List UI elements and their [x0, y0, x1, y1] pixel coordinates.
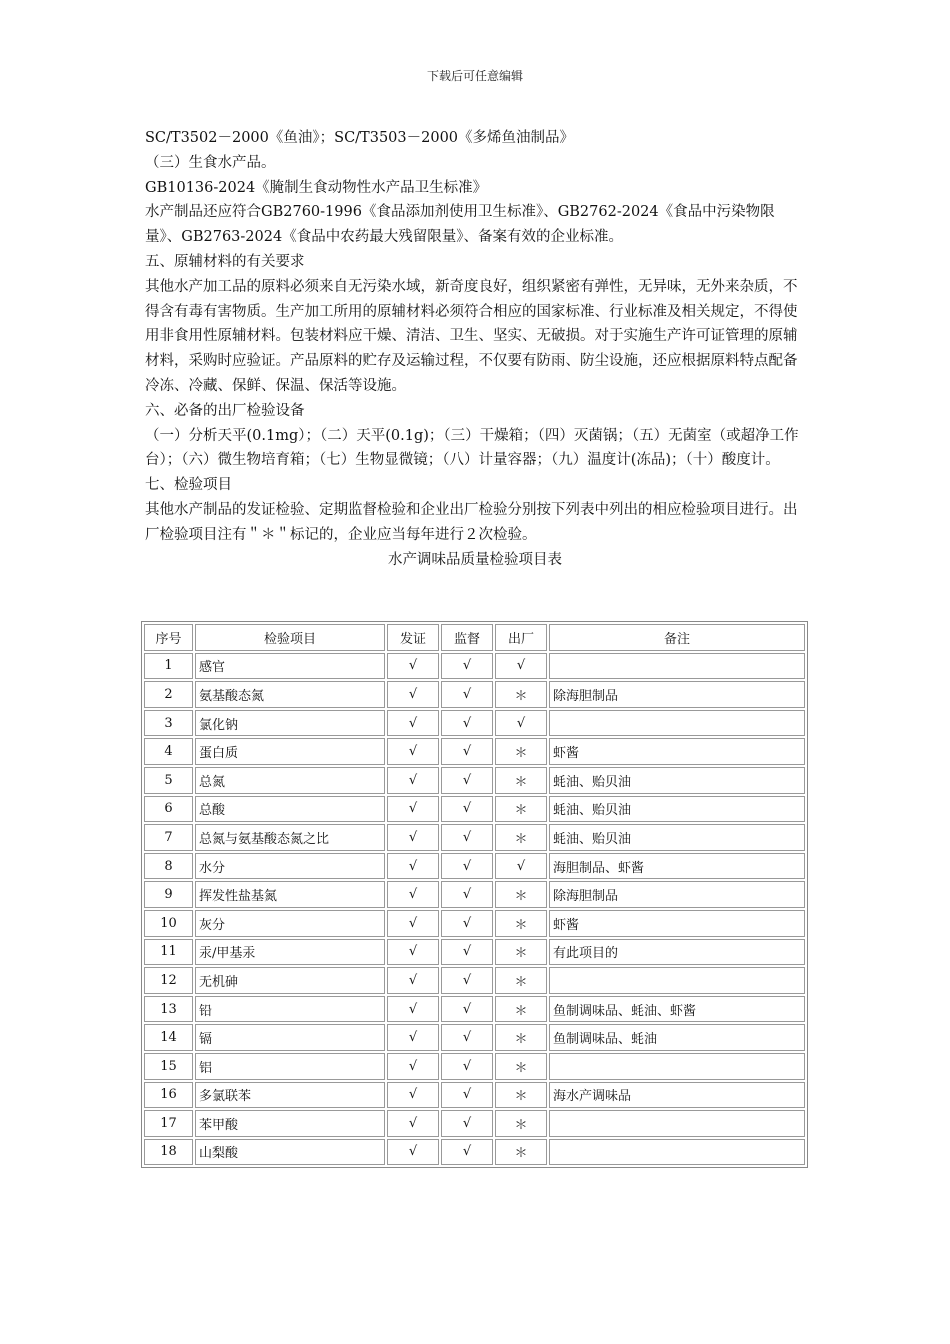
cell-item: 蛋白质 — [195, 738, 385, 765]
cell-factory: √ — [495, 853, 547, 880]
table-title: 水产调味品质量检验项目表 — [388, 551, 562, 568]
cell-supervision: √ — [441, 1053, 493, 1080]
section-raw-aquatic-products: （三）生食水产品。 — [145, 154, 276, 171]
cell-item: 铝 — [195, 1053, 385, 1080]
table-row — [144, 796, 805, 823]
table-row — [144, 653, 805, 680]
cell-item: 灰分 — [195, 910, 385, 937]
cell-index: 11 — [144, 939, 193, 966]
cell-index: 2 — [144, 681, 193, 708]
cell-index: 15 — [144, 1053, 193, 1080]
table-row — [144, 1053, 805, 1080]
document-body — [145, 126, 805, 572]
cell-index: 4 — [144, 738, 193, 765]
table-row — [144, 681, 805, 708]
cell-item: 山梨酸 — [195, 1139, 385, 1166]
cell-remarks: 虾酱 — [549, 738, 805, 765]
cell-certification: √ — [387, 796, 439, 823]
cell-item: 氨基酸态氮 — [195, 681, 385, 708]
cell-index: 5 — [144, 767, 193, 794]
heading-inspection-equipment: 六、必备的出厂检验设备 — [145, 402, 305, 419]
cell-index: 13 — [144, 996, 193, 1023]
cell-remarks: 蚝油、贻贝油 — [549, 824, 805, 851]
cell-remarks — [549, 653, 805, 680]
cell-supervision: √ — [441, 939, 493, 966]
cell-certification: √ — [387, 853, 439, 880]
cell-index: 3 — [144, 710, 193, 737]
page-header: 下载后可任意编辑 — [426, 69, 523, 83]
cell-index: 16 — [144, 1082, 193, 1109]
cell-index: 14 — [144, 1024, 193, 1051]
header-index: 序号 — [144, 624, 193, 651]
table-row — [144, 1082, 805, 1109]
table-row — [144, 996, 805, 1023]
cell-supervision: √ — [441, 767, 493, 794]
cell-index: 6 — [144, 796, 193, 823]
cell-supervision: √ — [441, 881, 493, 908]
cell-item: 总酸 — [195, 796, 385, 823]
cell-index: 10 — [144, 910, 193, 937]
cell-index: 9 — [144, 881, 193, 908]
cell-remarks — [549, 710, 805, 737]
cell-factory: ＊ — [495, 996, 547, 1023]
heading-raw-materials: 五、原辅材料的有关要求 — [145, 253, 305, 270]
standard-line-fish-oil: SC/T3502－2000《鱼油》；SC/T3503－2000《多烯鱼油制品》 — [145, 130, 575, 146]
cell-certification: √ — [387, 710, 439, 737]
cell-item: 水分 — [195, 853, 385, 880]
header-item: 检验项目 — [195, 624, 385, 651]
cell-remarks — [549, 1053, 805, 1080]
paragraph-equipment-list: （一）分析天平(0.1mg）；（二）天平(0.1g)；（三）干燥箱；（四）灭菌锅；（五）无菌室（或超净工作台）；（六）微生物培育箱；（七）生物显微镜；（八）计量容器；（九）温度计(冻品)；（十）酸度计。 — [145, 427, 799, 469]
table-row — [144, 853, 805, 880]
cell-item: 镉 — [195, 1024, 385, 1051]
cell-factory: ＊ — [495, 939, 547, 966]
cell-factory: ＊ — [495, 738, 547, 765]
cell-supervision: √ — [441, 681, 493, 708]
standard-line-gb10136: GB10136-2024《腌制生食动物性水产品卫生标准》 — [145, 179, 488, 196]
cell-supervision: √ — [441, 910, 493, 937]
cell-index: 8 — [144, 853, 193, 880]
paragraph-raw-materials: 其他水产加工品的原料必须来自无污染水域，新奇度良好，组织紧密有弹性，无异味，无外来杂质，不得含有毒有害物质。生产加工所用的原辅材料必须符合相应的国家标准、行业标准及相关规定，不得使用非食用性原辅材料。包装材料应干燥、清洁、卫生、坚实、无破损。对于实施生产许可证管理的原辅材料，采购时应验证。产品原料的贮存及运输过程，不仅要有防雨、防尘设施，还应根据原料特点配备冷冻、冷藏、保鲜、保温、保活等设施。 — [145, 278, 798, 394]
cell-factory: ＊ — [495, 767, 547, 794]
cell-factory: √ — [495, 710, 547, 737]
cell-certification: √ — [387, 1053, 439, 1080]
cell-certification: √ — [387, 738, 439, 765]
table-row — [144, 1024, 805, 1051]
cell-remarks — [549, 1139, 805, 1166]
table-row — [144, 881, 805, 908]
table-row — [144, 910, 805, 937]
cell-certification: √ — [387, 653, 439, 680]
cell-item: 感官 — [195, 653, 385, 680]
cell-remarks: 鱼制调味品、蚝油 — [549, 1024, 805, 1051]
cell-certification: √ — [387, 1082, 439, 1109]
cell-supervision: √ — [441, 1110, 493, 1137]
cell-remarks: 除海胆制品 — [549, 681, 805, 708]
cell-certification: √ — [387, 1110, 439, 1137]
cell-item: 汞/甲基汞 — [195, 939, 385, 966]
cell-index: 7 — [144, 824, 193, 851]
cell-supervision: √ — [441, 796, 493, 823]
table-row — [144, 738, 805, 765]
cell-supervision: √ — [441, 824, 493, 851]
cell-remarks — [549, 967, 805, 994]
cell-item: 总氮 — [195, 767, 385, 794]
cell-item: 苯甲酸 — [195, 1110, 385, 1137]
cell-factory: ＊ — [495, 1139, 547, 1166]
cell-supervision: √ — [441, 996, 493, 1023]
cell-factory: ＊ — [495, 681, 547, 708]
header-factory: 出厂 — [495, 624, 547, 651]
cell-remarks: 鱼制调味品、蚝油、虾酱 — [549, 996, 805, 1023]
cell-factory: ＊ — [495, 796, 547, 823]
cell-factory: ＊ — [495, 1110, 547, 1137]
cell-supervision: √ — [441, 967, 493, 994]
cell-factory: ＊ — [495, 910, 547, 937]
table-row — [144, 967, 805, 994]
cell-index: 17 — [144, 1110, 193, 1137]
table-row — [144, 1139, 805, 1166]
cell-certification: √ — [387, 967, 439, 994]
cell-supervision: √ — [441, 1024, 493, 1051]
cell-factory: √ — [495, 653, 547, 680]
table-row — [144, 1110, 805, 1137]
cell-certification: √ — [387, 910, 439, 937]
cell-remarks: 蚝油、贻贝油 — [549, 796, 805, 823]
table-row — [144, 824, 805, 851]
cell-factory: ＊ — [495, 824, 547, 851]
cell-supervision: √ — [441, 1082, 493, 1109]
cell-supervision: √ — [441, 710, 493, 737]
table-row — [144, 939, 805, 966]
cell-remarks: 海胆制品、虾酱 — [549, 853, 805, 880]
table-row — [144, 767, 805, 794]
cell-factory: ＊ — [495, 1024, 547, 1051]
cell-certification: √ — [387, 939, 439, 966]
cell-index: 18 — [144, 1139, 193, 1166]
cell-item: 铅 — [195, 996, 385, 1023]
cell-certification: √ — [387, 996, 439, 1023]
cell-supervision: √ — [441, 653, 493, 680]
paragraph-compliance: 水产制品还应符合GB2760-1996《食品添加剂使用卫生标准》、GB2762-2024《食品中污染物限量》、GB2763-2024《食品中农药最大残留限量》、备案有效的企业标准。 — [145, 204, 775, 246]
cell-index: 1 — [144, 653, 193, 680]
cell-item: 挥发性盐基氮 — [195, 881, 385, 908]
cell-supervision: √ — [441, 1139, 493, 1166]
heading-inspection-items: 七、检验项目 — [145, 477, 232, 494]
cell-remarks — [549, 1110, 805, 1137]
paragraph-inspection-items: 其他水产制品的发证检验、定期监督检验和企业出厂检验分别按下列表中列出的相应检验项目进行。出厂检验项目注有＂＊＂标记的，企业应当每年进行２次检验。 — [145, 501, 798, 543]
cell-remarks: 虾酱 — [549, 910, 805, 937]
cell-certification: √ — [387, 824, 439, 851]
cell-remarks: 蚝油、贻贝油 — [549, 767, 805, 794]
cell-factory: ＊ — [495, 1053, 547, 1080]
cell-supervision: √ — [441, 738, 493, 765]
cell-factory: ＊ — [495, 967, 547, 994]
cell-index: 12 — [144, 967, 193, 994]
cell-remarks: 海水产调味品 — [549, 1082, 805, 1109]
cell-supervision: √ — [441, 853, 493, 880]
header-remarks: 备注 — [549, 624, 805, 651]
table-header-row — [144, 624, 805, 651]
quality-inspection-table — [141, 621, 808, 1168]
cell-certification: √ — [387, 1024, 439, 1051]
cell-item: 总氮与氨基酸态氮之比 — [195, 824, 385, 851]
cell-factory: ＊ — [495, 1082, 547, 1109]
cell-certification: √ — [387, 767, 439, 794]
cell-item: 无机砷 — [195, 967, 385, 994]
table-body — [144, 653, 805, 1166]
cell-certification: √ — [387, 881, 439, 908]
table-row — [144, 710, 805, 737]
cell-remarks: 有此项目的 — [549, 939, 805, 966]
header-certification: 发证 — [387, 624, 439, 651]
header-supervision: 监督 — [441, 624, 493, 651]
cell-certification: √ — [387, 1139, 439, 1166]
cell-item: 多氯联苯 — [195, 1082, 385, 1109]
cell-item: 氯化钠 — [195, 710, 385, 737]
cell-certification: √ — [387, 681, 439, 708]
cell-factory: ＊ — [495, 881, 547, 908]
cell-remarks: 除海胆制品 — [549, 881, 805, 908]
